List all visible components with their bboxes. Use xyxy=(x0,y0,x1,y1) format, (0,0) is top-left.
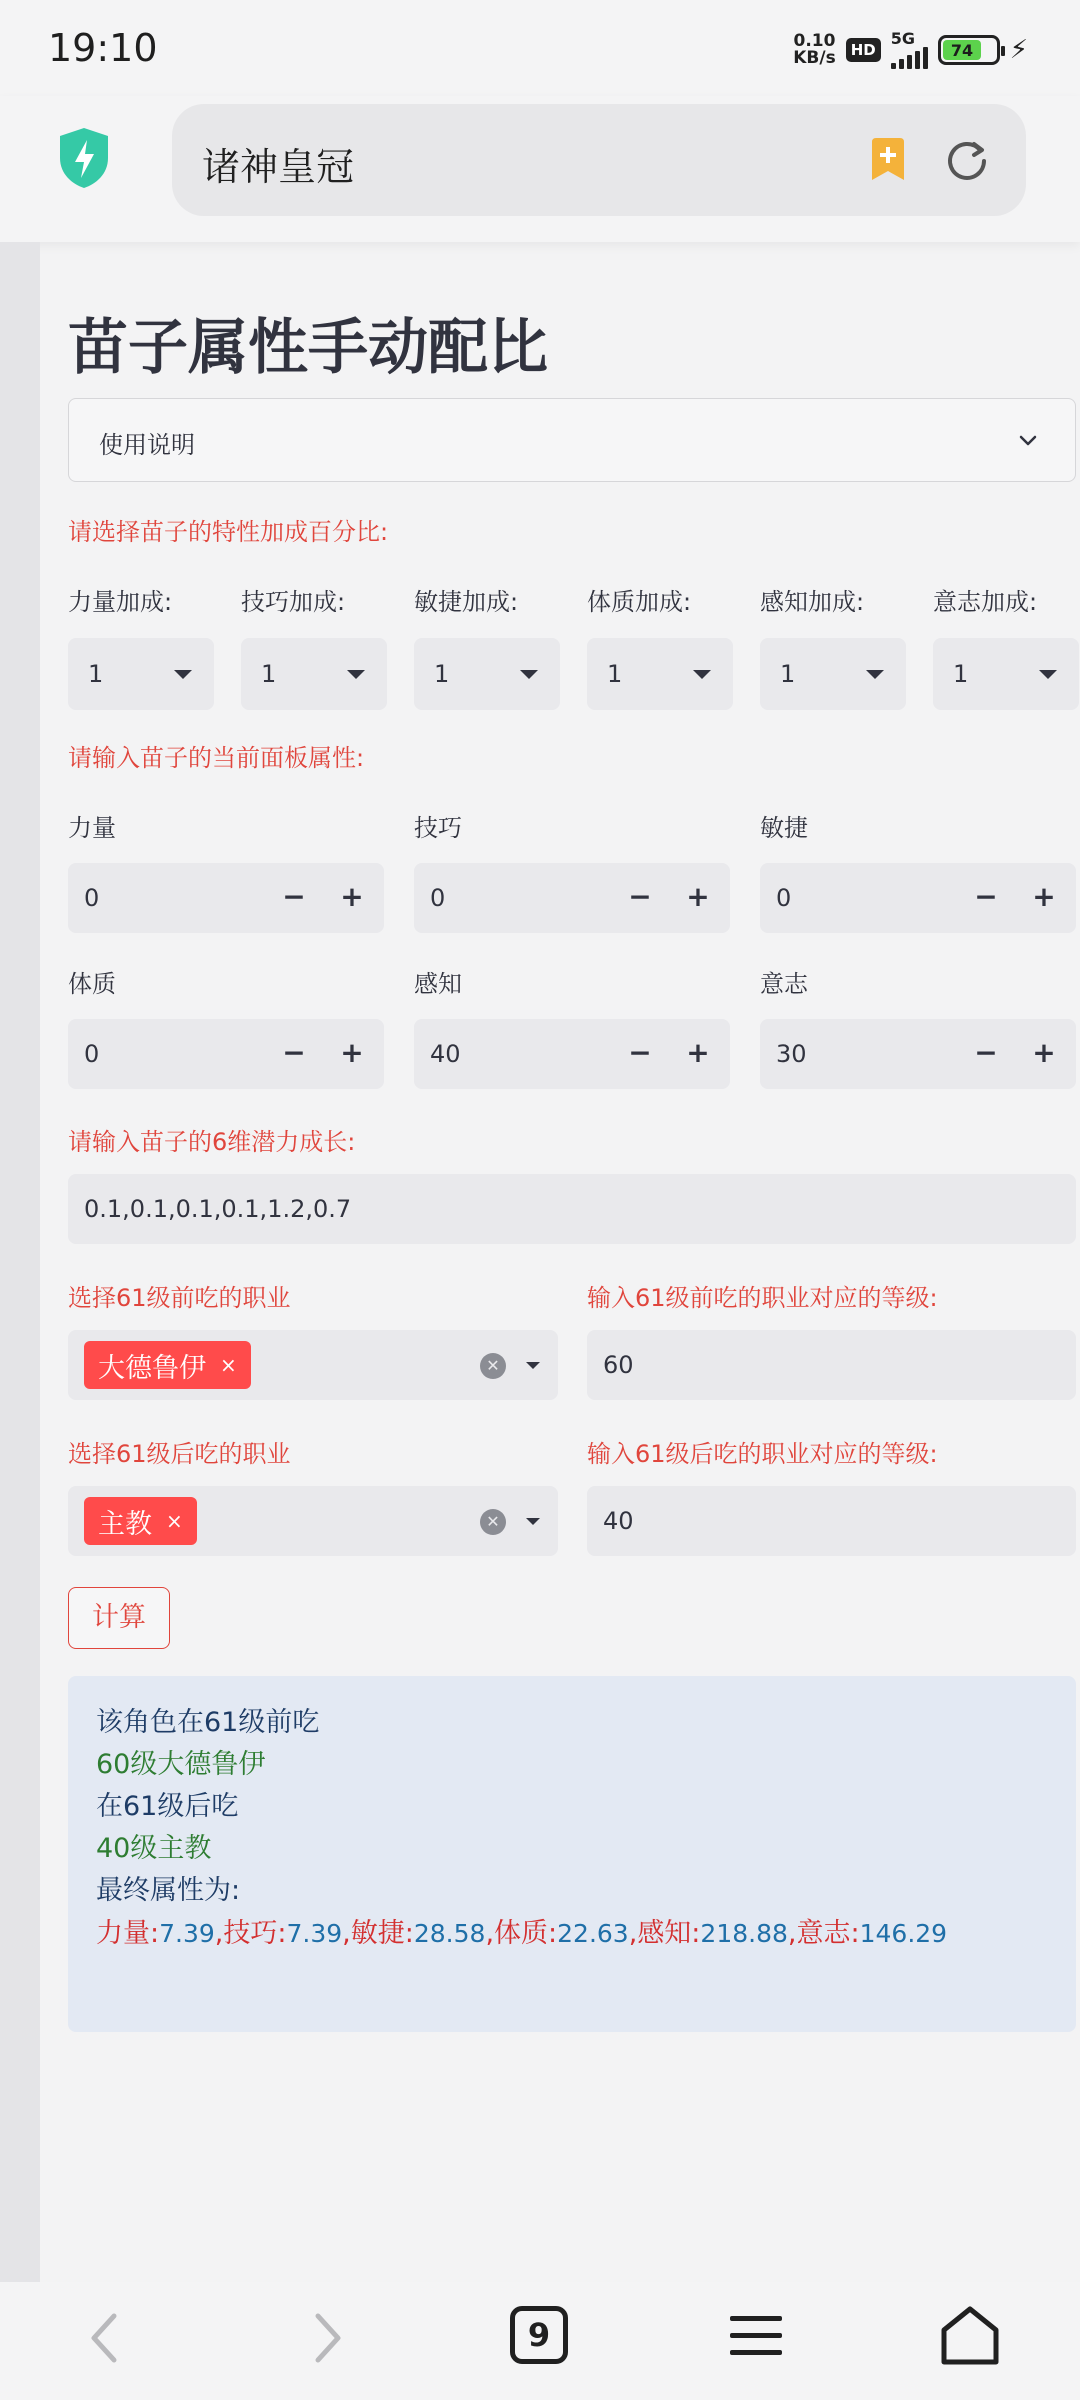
decrement-button[interactable]: − xyxy=(282,880,306,913)
stat-value: 7.39 xyxy=(159,1919,215,1948)
stat-name: 意志: xyxy=(796,1918,860,1949)
status-indicators xyxy=(793,30,1028,70)
increment-button[interactable]: + xyxy=(1032,1036,1056,1069)
result-line: 60级大德鲁伊 xyxy=(96,1749,266,1780)
hd-badge: HD xyxy=(846,38,881,62)
bonus-section-label: 请选择苗子的特性加成百分比: xyxy=(68,518,389,546)
stat-value: 28.58 xyxy=(413,1919,486,1948)
tabs-button[interactable]: 9 xyxy=(510,2306,568,2364)
caret-down-icon xyxy=(347,670,365,679)
decrement-button[interactable]: − xyxy=(974,1036,998,1069)
increment-button[interactable]: + xyxy=(686,1036,710,1069)
panel-label-strength: 力量 xyxy=(68,814,116,842)
panel-label-skill: 技巧 xyxy=(414,814,462,842)
usage-expander[interactable] xyxy=(68,398,1076,482)
panel-label-agility: 敏捷 xyxy=(760,814,808,842)
job-tag: 主教 × xyxy=(84,1497,197,1545)
bonus-label-constitution: 体质加成: xyxy=(587,588,692,616)
caret-down-icon xyxy=(1039,670,1057,679)
bonus-label-will: 意志加成: xyxy=(933,588,1038,616)
back-icon[interactable] xyxy=(76,2308,136,2368)
battery-icon: 74 xyxy=(938,35,1000,65)
panel-label-constitution: 体质 xyxy=(68,970,116,998)
bonus-label-agility: 敏捷加成: xyxy=(414,588,519,616)
browser-toolbar xyxy=(0,96,1080,242)
bottom-navigation xyxy=(0,2282,1080,2400)
result-line: 最终属性为: xyxy=(96,1875,241,1906)
caret-down-icon xyxy=(866,670,884,679)
stat-name: 敏捷: xyxy=(350,1918,414,1949)
home-icon[interactable] xyxy=(938,2304,1002,2368)
potential-label: 请输入苗子的6维潜力成长: xyxy=(68,1128,356,1156)
final-stats: 力量:7.39,技巧:7.39,敏捷:28.58,体质:22.63,感知:218.88,意志:146.29 xyxy=(96,1918,948,1949)
shield-icon[interactable] xyxy=(56,126,112,190)
decrement-button[interactable]: − xyxy=(628,1036,652,1069)
clear-icon[interactable]: ✕ xyxy=(480,1509,506,1535)
address-bar[interactable] xyxy=(172,104,1026,216)
caret-down-icon xyxy=(174,670,192,679)
increment-button[interactable]: + xyxy=(1032,880,1056,913)
calculate-button[interactable]: 计算 xyxy=(68,1587,170,1649)
tag-remove-icon[interactable]: × xyxy=(166,1509,183,1533)
page-title: 苗子属性手动配比 xyxy=(68,313,548,383)
charging-icon: ⚡ xyxy=(1009,35,1028,65)
increment-button[interactable]: + xyxy=(340,880,364,913)
signal-icon: 5G xyxy=(891,31,928,69)
decrement-button[interactable]: − xyxy=(628,880,652,913)
chevron-down-icon[interactable] xyxy=(1017,429,1039,451)
before61-job-label: 选择61级前吃的职业 xyxy=(68,1284,291,1312)
sidebar-rail xyxy=(0,242,40,2282)
after61-level-label: 输入61级后吃的职业对应的等级: xyxy=(587,1440,938,1468)
decrement-button[interactable]: − xyxy=(974,880,998,913)
before61-level-label: 输入61级前吃的职业对应的等级: xyxy=(587,1284,938,1312)
net-speed: 0.10 KB/s xyxy=(793,31,836,68)
result-box xyxy=(68,1676,1076,2032)
address-text[interactable]: 诸神皇冠 xyxy=(202,145,355,189)
constitution-stepper[interactable]: 0 − + xyxy=(68,1019,384,1089)
status-time: 19:10 xyxy=(48,26,158,70)
stat-value: 7.39 xyxy=(286,1919,343,1948)
bonus-select-perception[interactable]: 1 xyxy=(760,638,906,710)
panel-label-perception: 感知 xyxy=(414,970,462,998)
perception-stepper[interactable]: 40 − + xyxy=(414,1019,730,1089)
result-line: 在61级后吃 xyxy=(96,1791,239,1822)
decrement-button[interactable]: − xyxy=(282,1036,306,1069)
stat-name: 体质: xyxy=(494,1918,558,1949)
bonus-select-constitution[interactable]: 1 xyxy=(587,638,733,710)
panel-label-will: 意志 xyxy=(760,970,808,998)
before61-level-input[interactable]: 60 xyxy=(587,1330,1076,1400)
bonus-select-will[interactable]: 1 xyxy=(933,638,1079,710)
increment-button[interactable]: + xyxy=(686,880,710,913)
strength-stepper[interactable]: 0 − + xyxy=(68,863,384,933)
result-line: 该角色在61级前吃 xyxy=(96,1707,320,1738)
bookmark-add-icon[interactable] xyxy=(868,138,908,182)
caret-down-icon[interactable] xyxy=(526,1362,540,1369)
skill-stepper[interactable]: 0 − + xyxy=(414,863,730,933)
increment-button[interactable]: + xyxy=(340,1036,364,1069)
after61-job-label: 选择61级后吃的职业 xyxy=(68,1440,291,1468)
stat-value: 218.88 xyxy=(700,1919,788,1948)
menu-icon[interactable] xyxy=(728,2312,784,2360)
panel-section-label: 请输入苗子的当前面板属性: xyxy=(68,744,365,772)
clear-icon[interactable]: ✕ xyxy=(480,1353,506,1379)
caret-down-icon xyxy=(693,670,711,679)
potential-input[interactable]: 0.1,0.1,0.1,0.1,1.2,0.7 xyxy=(68,1174,1076,1244)
status-bar xyxy=(0,0,1080,96)
expander-label[interactable]: 使用说明 xyxy=(99,431,195,459)
caret-down-icon[interactable] xyxy=(526,1518,540,1525)
after61-level-input[interactable]: 40 xyxy=(587,1486,1076,1556)
forward-icon[interactable] xyxy=(296,2308,356,2368)
bonus-select-strength[interactable]: 1 xyxy=(68,638,214,710)
caret-down-icon xyxy=(520,670,538,679)
bonus-select-skill[interactable]: 1 xyxy=(241,638,387,710)
bonus-label-strength: 力量加成: xyxy=(68,588,173,616)
tag-remove-icon[interactable]: × xyxy=(220,1353,237,1377)
job-tag: 大德鲁伊 × xyxy=(84,1341,251,1389)
stat-name: 技巧: xyxy=(223,1918,287,1949)
bonus-label-perception: 感知加成: xyxy=(760,588,865,616)
result-line: 40级主教 xyxy=(96,1833,212,1864)
stat-name: 感知: xyxy=(637,1918,701,1949)
bonus-label-skill: 技巧加成: xyxy=(241,588,346,616)
reload-icon[interactable] xyxy=(944,138,990,184)
bonus-select-agility[interactable]: 1 xyxy=(414,638,560,710)
agility-stepper[interactable]: 0 − + xyxy=(760,863,1076,933)
stat-value: 146.29 xyxy=(859,1919,948,1948)
after61-job-select[interactable] xyxy=(68,1486,558,1556)
will-stepper[interactable]: 30 − + xyxy=(760,1019,1076,1089)
stat-value: 22.63 xyxy=(557,1919,629,1948)
before61-job-select[interactable] xyxy=(68,1330,558,1400)
stat-name: 力量: xyxy=(96,1918,160,1949)
